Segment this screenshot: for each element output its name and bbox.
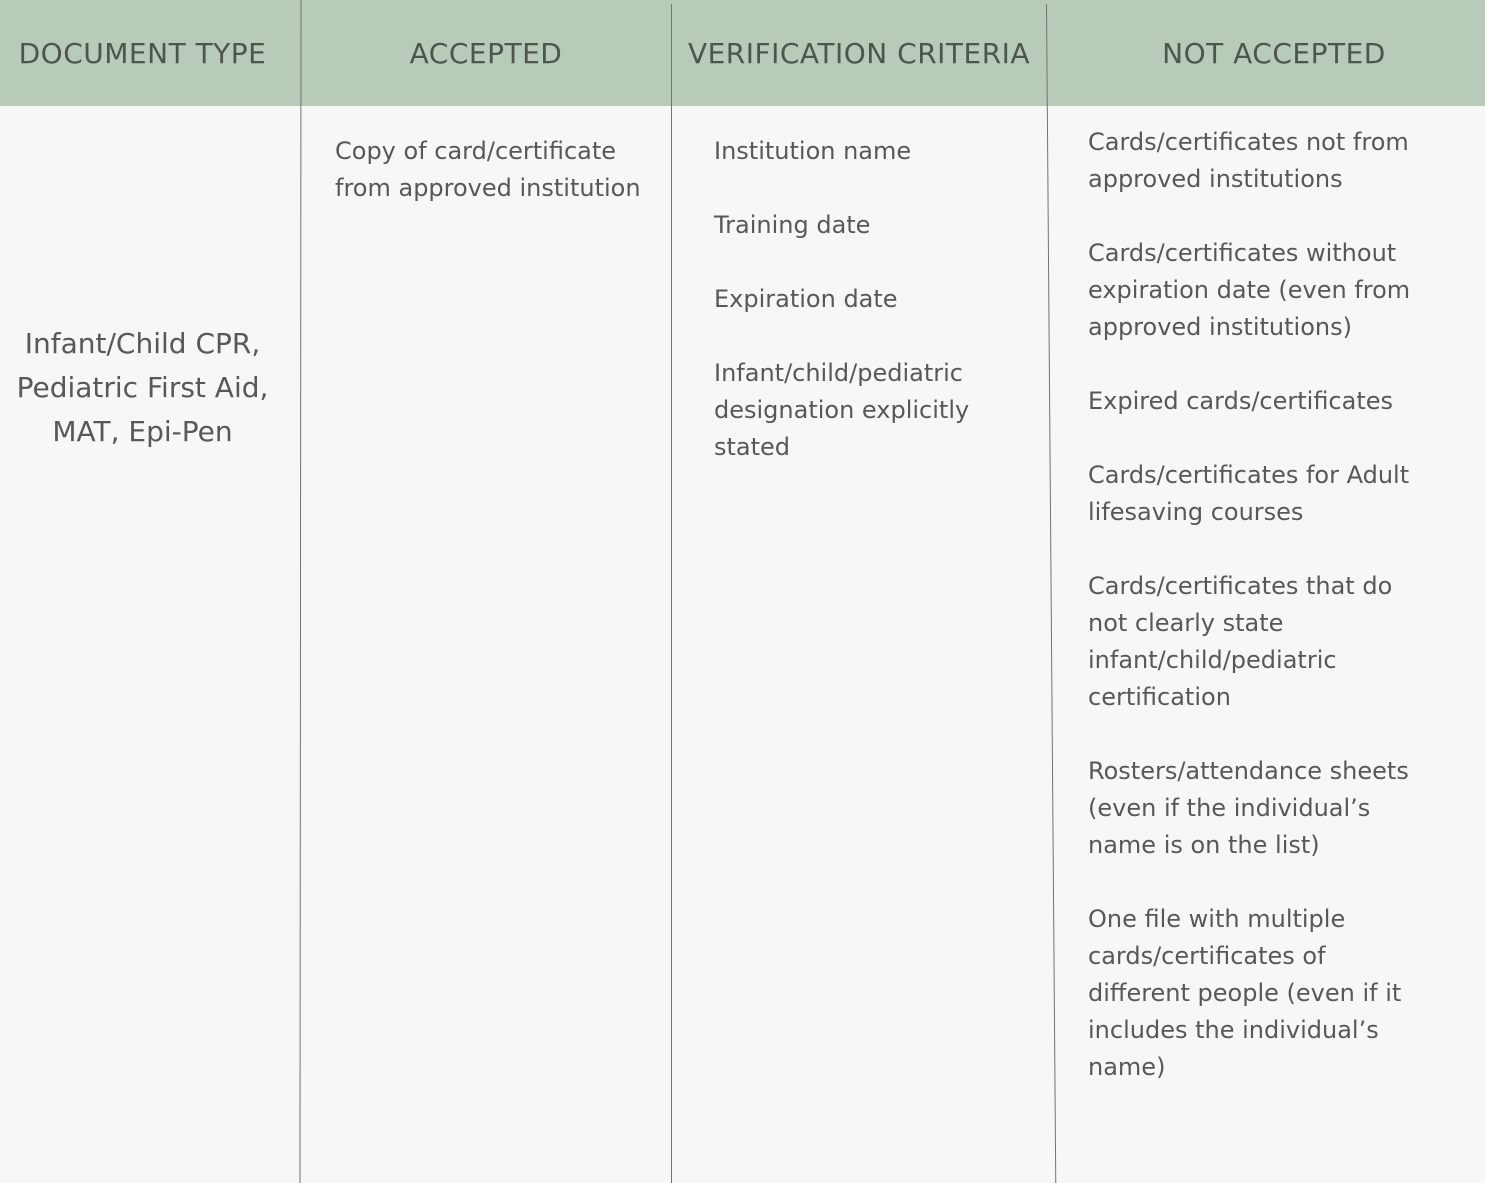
column-divider (299, 0, 301, 1183)
list-item: Expired cards/certificates (1088, 387, 1394, 415)
list-item: Rosters/attendance sheets (even if the individual’s name is on the list) (1088, 757, 1409, 859)
list-item: Cards/certificates that do not clearly state infant/child/pediatric certification (1088, 572, 1393, 711)
header-accepted: ACCEPTED (409, 36, 563, 70)
header-verification-criteria: VERIFICATION CRITERIA (687, 36, 1031, 70)
column-divider (671, 4, 672, 1183)
table-header (0, 0, 1485, 106)
cell-accepted (335, 133, 645, 244)
cell-not-accepted (1088, 124, 1418, 1123)
list-item: Expiration date (714, 285, 898, 313)
cell-document-type: Infant/Child CPR, Pediatric First Aid, MAT, Epi-Pen (16, 327, 269, 448)
list-item: Cards/certificates for Adult lifesaving courses (1088, 461, 1410, 526)
list-item: Copy of card/certificate from approved institution (335, 137, 641, 202)
list-item: Infant/child/pediatric designation explicitly stated (714, 359, 970, 461)
column-divider (1046, 4, 1056, 1183)
list-item: Institution name (714, 137, 912, 165)
header-not-accepted: NOT ACCEPTED (1162, 36, 1386, 70)
list-item: Cards/certificates not from approved institutions (1088, 128, 1409, 193)
list-item: Training date (714, 211, 871, 239)
list-item: Cards/certificates without expiration date (even from approved institutions) (1088, 239, 1411, 341)
cell-verification-criteria (714, 133, 1014, 503)
list-item: One file with multiple cards/certificates of different people (even if it includes the individual’s name) (1088, 905, 1402, 1081)
header-document-type: DOCUMENT TYPE (18, 36, 267, 70)
